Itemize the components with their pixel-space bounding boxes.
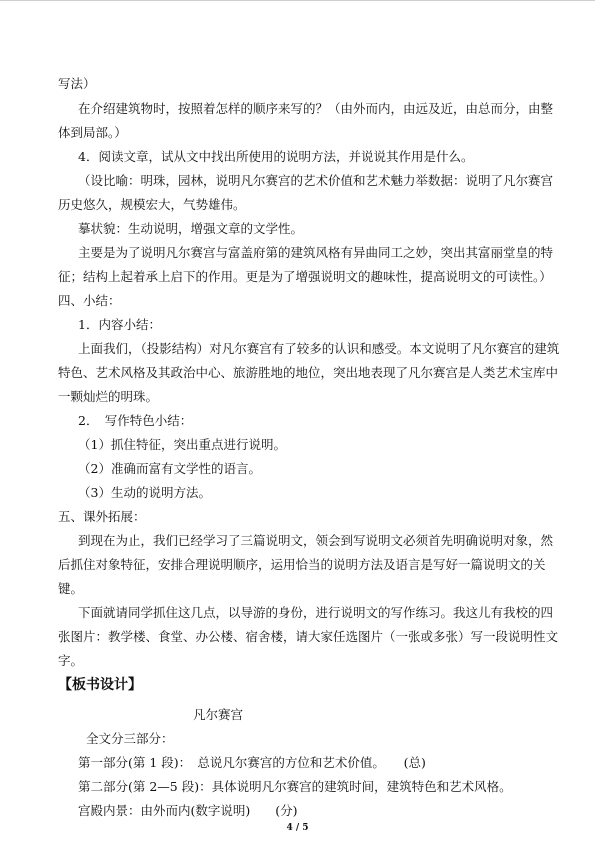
section-heading: 四、小结： xyxy=(58,293,121,308)
text-line: 2． 写作特色小结： xyxy=(78,413,193,428)
text-line: 在介绍建筑物时，按照着怎样的顺序来写的？（由外而内，由远及近，由总而分，由整 xyxy=(78,101,554,116)
board-summary: 全文分三部分： xyxy=(86,731,174,746)
text-line: （2）准确而富有文学性的语言。 xyxy=(78,461,261,476)
text-line: 下面就请同学抓住这几点，以导游的身份，进行说明文的写作练习。我这儿有我校的四 xyxy=(78,605,554,620)
text-line: （3）生动的说明方法。 xyxy=(78,485,211,500)
text-line: 键。 xyxy=(58,581,84,596)
text-line: 张图片：教学楼、食堂、办公楼、宿舍楼，请大家任选图片（一张或多张）写一段说明性文 xyxy=(58,629,559,644)
text-line: 一颗灿烂的明珠。 xyxy=(58,389,159,404)
page-number: 4 / 5 xyxy=(286,823,309,833)
text-line: 到现在为止，我们已经学习了三篇说明文，领会到写说明文必须首先明确说明对象，然 xyxy=(78,533,554,548)
board-part-1: 第一部分(第 1 段)： 总说凡尔赛宫的方位和艺术价值。 (总) xyxy=(78,755,426,770)
section-heading: 五、课外拓展： xyxy=(58,509,146,524)
text-line: 1．内容小结： xyxy=(78,317,161,332)
board-part-3: 宫殿内景：由外而内(数字说明) (分) xyxy=(78,803,298,818)
header-rule xyxy=(0,0,595,1)
text-line: 摹状貌：生动说明，增强文章的文学性。 xyxy=(78,221,304,236)
text-line: 字。 xyxy=(58,653,84,668)
text-line: 后抓住对象特征，安排合理说明顺序，运用恰当的说明方法及语言是写好一篇说明文的关 xyxy=(58,557,546,572)
text-line: 历史悠久，规模宏大，气势雄伟。 xyxy=(58,197,246,212)
text-line: 主要是为了说明凡尔赛宫与富盖府第的建筑风格有异曲同工之妙，突出其富丽堂皇的特 xyxy=(78,245,554,260)
board-design-heading: 【板书设计】 xyxy=(58,677,142,693)
text-line: 征；结构上起着承上启下的作用。更是为了增强说明文的趣味性，提高说明文的可读性。） xyxy=(58,269,552,284)
board-part-2: 第二部分(第 2—5 段)：具体说明凡尔赛宫的建筑时间，建筑特色和艺术风格。 xyxy=(78,779,512,794)
text-line: （1）抓住特征，突出重点进行说明。 xyxy=(78,437,286,452)
text-line: 上面我们，（投影结构）对凡尔赛宫有了较多的认识和感受。本文说明了凡尔赛宫的建筑 xyxy=(78,341,560,356)
text-line: 4．阅读文章，试从文中找出所使用的说明方法，并说说其作用是什么。 xyxy=(78,149,474,164)
board-title: 凡尔赛宫 xyxy=(193,707,244,722)
text-line: 写法） xyxy=(58,76,96,91)
text-line: 体到局部。） xyxy=(58,125,127,140)
text-line: 特色、艺术风格及其政治中心、旅游胜地的地位，突出地表现了凡尔赛宫是人类艺术宝库中 xyxy=(58,365,559,380)
text-line: （设比喻：明珠，园林，说明凡尔赛宫的艺术价值和艺术魅力举数据：说明了凡尔赛宫 xyxy=(78,173,554,188)
